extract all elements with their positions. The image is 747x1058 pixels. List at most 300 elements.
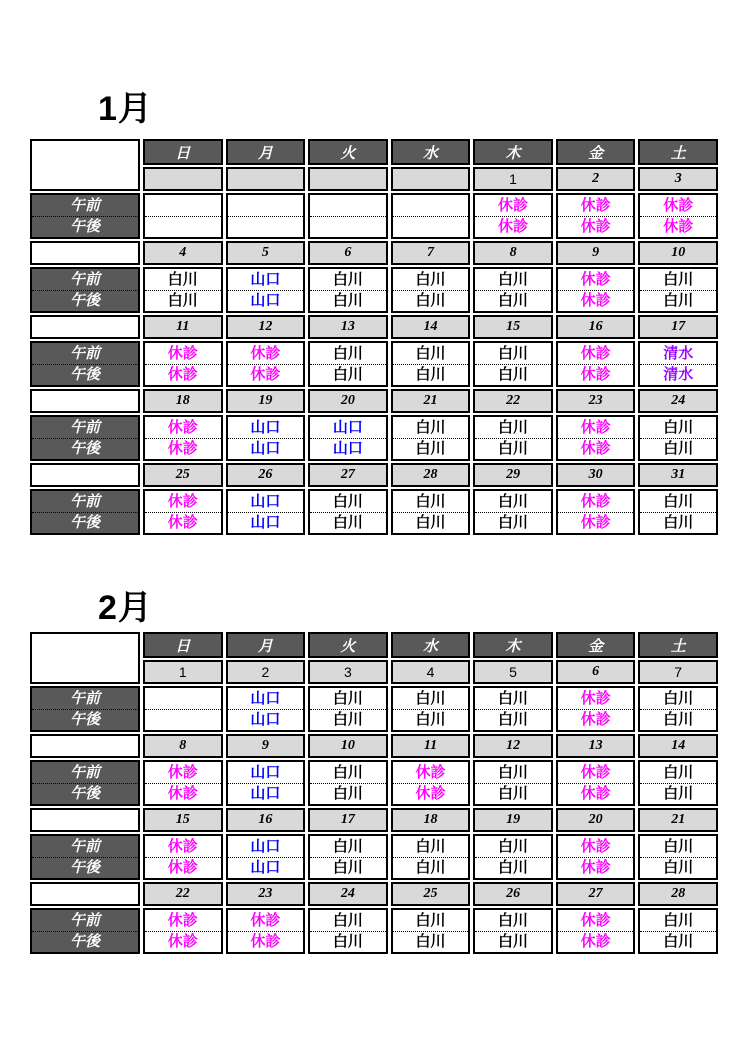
date-cell: 27 xyxy=(308,463,388,487)
schedule-cell-pm: 白川 xyxy=(393,512,469,534)
date-cell: 15 xyxy=(143,808,223,832)
date-cell: 4 xyxy=(143,241,223,265)
schedule-cell-pm xyxy=(393,216,469,238)
schedule-cell-am: 休診 xyxy=(498,196,529,214)
date-cell: 23 xyxy=(226,882,306,906)
schedule-cell xyxy=(473,760,553,806)
schedule-cell-pm: 休診 xyxy=(558,783,634,805)
day-header-cell: 木 xyxy=(473,632,553,658)
pm-label: 午後 xyxy=(32,857,138,879)
schedule-cell-am: 休診 xyxy=(167,344,198,362)
schedule-cell-am: 白川 xyxy=(663,763,694,781)
day-header-cell: 火 xyxy=(308,139,388,165)
schedule-cell-pm: 白川 xyxy=(393,931,469,953)
schedule-cell-pm: 山口 xyxy=(228,783,304,805)
schedule-cell-am: 白川 xyxy=(167,270,198,288)
schedule-cell-pm: 白川 xyxy=(475,364,551,386)
schedule-cell xyxy=(391,908,471,954)
date-cell xyxy=(391,167,471,191)
date-cell: 17 xyxy=(308,808,388,832)
schedule-cell-pm: 休診 xyxy=(228,931,304,953)
day-header-cell: 日 xyxy=(143,139,223,165)
date-cell: 14 xyxy=(638,734,718,758)
pm-label: 午後 xyxy=(32,512,138,534)
pm-label: 午後 xyxy=(32,364,138,386)
schedule-cell-pm: 白川 xyxy=(393,857,469,879)
schedule-cell-pm: 白川 xyxy=(475,709,551,731)
schedule-cell xyxy=(638,834,718,880)
schedule-cell xyxy=(143,686,223,732)
date-cell: 21 xyxy=(391,389,471,413)
schedule-cell-pm: 白川 xyxy=(310,857,386,879)
schedule-cell-pm: 白川 xyxy=(640,438,716,460)
schedule-cell-am: 白川 xyxy=(415,418,446,436)
month-title-january: 1月 xyxy=(98,90,153,128)
schedule-cell-pm: 白川 xyxy=(310,783,386,805)
day-header-cell: 水 xyxy=(391,139,471,165)
am-label: 午前 xyxy=(69,196,100,214)
schedule-cell xyxy=(473,489,553,535)
date-cell xyxy=(226,167,306,191)
date-cell: 12 xyxy=(473,734,553,758)
week-label-blank xyxy=(30,315,140,339)
schedule-cell-am: 休診 xyxy=(250,911,281,929)
day-header-cell: 土 xyxy=(638,139,718,165)
schedule-cell xyxy=(143,193,223,239)
schedule-cell-am: 白川 xyxy=(415,837,446,855)
corner-cell xyxy=(30,632,140,684)
schedule-cell xyxy=(556,489,636,535)
am-label: 午前 xyxy=(69,418,100,436)
session-label-block xyxy=(30,415,140,461)
date-cell: 28 xyxy=(638,882,718,906)
schedule-cell-am: 休診 xyxy=(167,763,198,781)
schedule-cell-am: 白川 xyxy=(498,418,529,436)
session-label-block xyxy=(30,760,140,806)
schedule-cell xyxy=(143,834,223,880)
schedule-cell-am: 白川 xyxy=(332,344,363,362)
date-cell: 4 xyxy=(391,660,471,684)
schedule-cell-am: 白川 xyxy=(332,911,363,929)
schedule-cell-am: 清水 xyxy=(663,344,694,362)
schedule-cell-am: 休診 xyxy=(167,837,198,855)
schedule-cell-am: 白川 xyxy=(332,270,363,288)
schedule-cell-am: 休診 xyxy=(580,837,611,855)
date-cell: 16 xyxy=(556,315,636,339)
date-cell: 10 xyxy=(308,734,388,758)
date-cell: 1 xyxy=(143,660,223,684)
schedule-cell-pm: 白川 xyxy=(640,931,716,953)
schedule-cell xyxy=(473,267,553,313)
week-label-blank xyxy=(30,241,140,265)
schedule-cell xyxy=(143,341,223,387)
schedule-cell-pm: 白川 xyxy=(475,783,551,805)
date-cell: 27 xyxy=(556,882,636,906)
schedule-cell xyxy=(638,686,718,732)
schedule-cell-am: 白川 xyxy=(498,837,529,855)
schedule-cell xyxy=(556,834,636,880)
schedule-cell xyxy=(556,193,636,239)
schedule-cell xyxy=(473,193,553,239)
schedule-cell xyxy=(226,415,306,461)
session-label-block xyxy=(30,686,140,732)
date-cell: 19 xyxy=(473,808,553,832)
date-cell: 29 xyxy=(473,463,553,487)
schedule-cell-pm xyxy=(228,216,304,238)
date-cell: 12 xyxy=(226,315,306,339)
schedule-cell-pm: 休診 xyxy=(145,438,221,460)
schedule-cell-am: 休診 xyxy=(580,763,611,781)
schedule-cell-pm: 休診 xyxy=(558,438,634,460)
schedule-cell-am: 休診 xyxy=(250,344,281,362)
date-cell: 24 xyxy=(308,882,388,906)
session-label-block xyxy=(30,834,140,880)
pm-label: 午後 xyxy=(32,290,138,312)
schedule-cell-am: 白川 xyxy=(415,689,446,707)
day-header-cell: 土 xyxy=(638,632,718,658)
schedule-cell xyxy=(308,908,388,954)
date-cell: 14 xyxy=(391,315,471,339)
schedule-cell-pm: 山口 xyxy=(228,290,304,312)
date-cell: 10 xyxy=(638,241,718,265)
date-cell: 28 xyxy=(391,463,471,487)
schedule-cell xyxy=(308,686,388,732)
date-cell: 22 xyxy=(143,882,223,906)
schedule-cell-pm: 休診 xyxy=(558,512,634,534)
schedule-cell xyxy=(638,489,718,535)
date-cell: 6 xyxy=(308,241,388,265)
date-cell: 17 xyxy=(638,315,718,339)
schedule-cell-am: 休診 xyxy=(580,418,611,436)
schedule-cell xyxy=(638,415,718,461)
schedule-cell-pm xyxy=(310,216,386,238)
schedule-cell xyxy=(308,834,388,880)
schedule-cell xyxy=(226,908,306,954)
date-cell: 20 xyxy=(556,808,636,832)
date-cell: 2 xyxy=(556,167,636,191)
schedule-table-january xyxy=(30,139,718,535)
date-cell: 18 xyxy=(391,808,471,832)
week-label-blank xyxy=(30,463,140,487)
schedule-cell-pm: 休診 xyxy=(640,216,716,238)
date-cell: 15 xyxy=(473,315,553,339)
schedule-cell xyxy=(143,489,223,535)
schedule-table-february xyxy=(30,632,718,954)
week-label-blank xyxy=(30,389,140,413)
date-cell: 21 xyxy=(638,808,718,832)
session-label-block xyxy=(30,341,140,387)
schedule-cell-pm: 休診 xyxy=(393,783,469,805)
schedule-cell-am: 休診 xyxy=(167,418,198,436)
schedule-cell-pm: 白川 xyxy=(393,438,469,460)
day-header-cell: 月 xyxy=(226,632,306,658)
date-cell: 2 xyxy=(226,660,306,684)
schedule-cell xyxy=(473,908,553,954)
date-cell: 11 xyxy=(391,734,471,758)
day-header-cell: 月 xyxy=(226,139,306,165)
schedule-cell-am xyxy=(393,195,469,216)
schedule-cell-am: 白川 xyxy=(498,689,529,707)
schedule-cell xyxy=(391,489,471,535)
date-cell: 7 xyxy=(638,660,718,684)
schedule-cell xyxy=(638,760,718,806)
schedule-cell xyxy=(473,341,553,387)
schedule-cell-am: 白川 xyxy=(663,837,694,855)
date-cell: 26 xyxy=(473,882,553,906)
date-cell: 30 xyxy=(556,463,636,487)
schedule-cell-pm: 休診 xyxy=(145,512,221,534)
pm-label: 午後 xyxy=(32,216,138,238)
schedule-cell-pm: 山口 xyxy=(310,438,386,460)
schedule-cell xyxy=(391,834,471,880)
schedule-cell xyxy=(308,760,388,806)
session-label-block xyxy=(30,193,140,239)
day-header-cell: 金 xyxy=(556,632,636,658)
pm-label: 午後 xyxy=(32,438,138,460)
date-cell: 8 xyxy=(143,734,223,758)
am-label: 午前 xyxy=(69,763,100,781)
schedule-cell xyxy=(391,686,471,732)
schedule-cell xyxy=(556,267,636,313)
date-cell: 1 xyxy=(473,167,553,191)
date-cell: 7 xyxy=(391,241,471,265)
schedule-cell-am: 休診 xyxy=(415,763,446,781)
schedule-cell xyxy=(308,267,388,313)
schedule-cell-pm: 白川 xyxy=(393,364,469,386)
schedule-cell-am xyxy=(145,688,221,709)
schedule-cell xyxy=(143,760,223,806)
schedule-cell-pm: 休診 xyxy=(558,364,634,386)
schedule-cell-am: 休診 xyxy=(167,911,198,929)
schedule-cell-am: 山口 xyxy=(250,270,281,288)
schedule-cell-am: 白川 xyxy=(663,689,694,707)
date-cell: 19 xyxy=(226,389,306,413)
schedule-cell xyxy=(556,908,636,954)
schedule-cell-pm: 白川 xyxy=(475,438,551,460)
schedule-cell xyxy=(556,760,636,806)
pm-label: 午後 xyxy=(32,709,138,731)
schedule-cell-pm: 白川 xyxy=(310,290,386,312)
schedule-cell-am: 白川 xyxy=(663,418,694,436)
schedule-cell-am: 白川 xyxy=(498,344,529,362)
am-label: 午前 xyxy=(69,344,100,362)
schedule-cell-pm: 白川 xyxy=(640,290,716,312)
day-header-cell: 木 xyxy=(473,139,553,165)
date-cell: 24 xyxy=(638,389,718,413)
schedule-cell-am: 休診 xyxy=(580,689,611,707)
schedule-cell-am: 休診 xyxy=(580,492,611,510)
schedule-cell-am: 白川 xyxy=(498,492,529,510)
session-label-block xyxy=(30,908,140,954)
schedule-cell-am: 白川 xyxy=(663,270,694,288)
date-cell: 5 xyxy=(473,660,553,684)
schedule-cell-pm: 山口 xyxy=(228,512,304,534)
date-cell: 22 xyxy=(473,389,553,413)
schedule-cell-am: 白川 xyxy=(332,689,363,707)
date-cell: 31 xyxy=(638,463,718,487)
schedule-cell-am: 山口 xyxy=(250,837,281,855)
schedule-cell xyxy=(308,341,388,387)
schedule-cell-pm: 清水 xyxy=(640,364,716,386)
date-cell: 25 xyxy=(143,463,223,487)
schedule-cell xyxy=(556,341,636,387)
week-label-blank xyxy=(30,808,140,832)
schedule-cell-am: 白川 xyxy=(415,270,446,288)
schedule-cell xyxy=(638,908,718,954)
date-cell: 6 xyxy=(556,660,636,684)
date-cell: 25 xyxy=(391,882,471,906)
schedule-cell-pm: 休診 xyxy=(228,364,304,386)
schedule-cell-am: 白川 xyxy=(415,911,446,929)
month-title-february: 2月 xyxy=(98,589,153,627)
schedule-cell-am xyxy=(145,195,221,216)
schedule-cell-pm: 休診 xyxy=(145,364,221,386)
schedule-cell xyxy=(473,415,553,461)
schedule-cell xyxy=(391,415,471,461)
schedule-cell-pm: 白川 xyxy=(475,931,551,953)
day-header-cell: 日 xyxy=(143,632,223,658)
date-cell: 5 xyxy=(226,241,306,265)
week-label-blank xyxy=(30,882,140,906)
schedule-cell-pm: 休診 xyxy=(145,931,221,953)
schedule-cell-pm: 山口 xyxy=(228,709,304,731)
schedule-cell xyxy=(226,760,306,806)
am-label: 午前 xyxy=(69,689,100,707)
date-cell: 8 xyxy=(473,241,553,265)
day-header-cell: 金 xyxy=(556,139,636,165)
schedule-cell-am: 休診 xyxy=(580,270,611,288)
schedule-cell xyxy=(226,489,306,535)
schedule-cell-pm xyxy=(145,709,221,731)
schedule-cell-pm: 白川 xyxy=(475,857,551,879)
week-label-blank xyxy=(30,734,140,758)
schedule-cell-am: 白川 xyxy=(663,492,694,510)
schedule-cell-pm: 白川 xyxy=(393,709,469,731)
date-cell: 9 xyxy=(556,241,636,265)
schedule-cell-am: 山口 xyxy=(250,763,281,781)
date-cell: 3 xyxy=(638,167,718,191)
schedule-cell xyxy=(143,415,223,461)
schedule-cell-pm: 白川 xyxy=(475,290,551,312)
schedule-cell xyxy=(308,415,388,461)
schedule-cell-am: 白川 xyxy=(498,911,529,929)
schedule-cell-pm: 休診 xyxy=(475,216,551,238)
schedule-cell-am: 休診 xyxy=(663,196,694,214)
schedule-cell-pm: 白川 xyxy=(310,709,386,731)
pm-label: 午後 xyxy=(32,931,138,953)
date-cell: 9 xyxy=(226,734,306,758)
am-label: 午前 xyxy=(69,270,100,288)
schedule-cell-pm xyxy=(145,216,221,238)
schedule-cell-pm: 白川 xyxy=(640,709,716,731)
schedule-cell-am: 白川 xyxy=(332,837,363,855)
session-label-block xyxy=(30,267,140,313)
schedule-cell-pm: 休診 xyxy=(558,931,634,953)
schedule-cell-am: 白川 xyxy=(498,763,529,781)
schedule-cell xyxy=(226,341,306,387)
schedule-cell xyxy=(226,834,306,880)
schedule-cell-pm: 白川 xyxy=(310,931,386,953)
schedule-cell-am: 休診 xyxy=(580,911,611,929)
schedule-cell-pm: 山口 xyxy=(228,438,304,460)
date-cell xyxy=(308,167,388,191)
corner-cell xyxy=(30,139,140,191)
date-cell: 26 xyxy=(226,463,306,487)
schedule-cell-am xyxy=(228,195,304,216)
am-label: 午前 xyxy=(69,911,100,929)
schedule-cell-am: 白川 xyxy=(415,492,446,510)
schedule-cell xyxy=(308,489,388,535)
date-cell: 16 xyxy=(226,808,306,832)
schedule-cell xyxy=(391,341,471,387)
schedule-cell-am: 山口 xyxy=(250,492,281,510)
pm-label: 午後 xyxy=(32,783,138,805)
schedule-cell-am: 白川 xyxy=(415,344,446,362)
schedule-cell-am: 白川 xyxy=(332,492,363,510)
schedule-cell xyxy=(143,267,223,313)
date-cell: 13 xyxy=(556,734,636,758)
date-cell: 13 xyxy=(308,315,388,339)
schedule-cell xyxy=(226,267,306,313)
date-cell: 20 xyxy=(308,389,388,413)
am-label: 午前 xyxy=(69,837,100,855)
schedule-cell-am: 休診 xyxy=(580,196,611,214)
schedule-cell xyxy=(391,267,471,313)
schedule-cell xyxy=(473,834,553,880)
schedule-cell-pm: 白川 xyxy=(145,290,221,312)
day-header-cell: 水 xyxy=(391,632,471,658)
date-cell: 18 xyxy=(143,389,223,413)
schedule-cell-pm: 休診 xyxy=(558,216,634,238)
schedule-cell-pm: 白川 xyxy=(310,512,386,534)
schedule-cell-am: 休診 xyxy=(167,492,198,510)
date-cell: 3 xyxy=(308,660,388,684)
schedule-cell-pm: 白川 xyxy=(640,857,716,879)
schedule-cell xyxy=(143,908,223,954)
schedule-cell xyxy=(226,193,306,239)
schedule-cell xyxy=(638,341,718,387)
schedule-cell xyxy=(473,686,553,732)
schedule-cell-pm: 白川 xyxy=(310,364,386,386)
schedule-cell-am: 山口 xyxy=(250,418,281,436)
schedule-cell-pm: 休診 xyxy=(558,857,634,879)
schedule-cell-am: 白川 xyxy=(498,270,529,288)
schedule-cell-pm: 休診 xyxy=(145,783,221,805)
schedule-cell-am: 山口 xyxy=(250,689,281,707)
schedule-cell xyxy=(226,686,306,732)
schedule-cell-pm: 白川 xyxy=(640,783,716,805)
schedule-cell-am: 休診 xyxy=(580,344,611,362)
schedule-cell xyxy=(638,193,718,239)
schedule-cell-pm: 休診 xyxy=(558,709,634,731)
schedule-cell xyxy=(556,686,636,732)
schedule-cell-pm: 白川 xyxy=(475,512,551,534)
schedule-cell xyxy=(308,193,388,239)
day-header-cell: 火 xyxy=(308,632,388,658)
schedule-cell-am: 山口 xyxy=(332,418,363,436)
schedule-cell xyxy=(391,760,471,806)
schedule-cell xyxy=(638,267,718,313)
schedule-cell-pm: 白川 xyxy=(640,512,716,534)
date-cell: 23 xyxy=(556,389,636,413)
schedule-cell-am xyxy=(310,195,386,216)
am-label: 午前 xyxy=(69,492,100,510)
schedule-cell-am: 白川 xyxy=(663,911,694,929)
schedule-cell-pm: 休診 xyxy=(145,857,221,879)
session-label-block xyxy=(30,489,140,535)
schedule-cell-am: 白川 xyxy=(332,763,363,781)
date-cell xyxy=(143,167,223,191)
